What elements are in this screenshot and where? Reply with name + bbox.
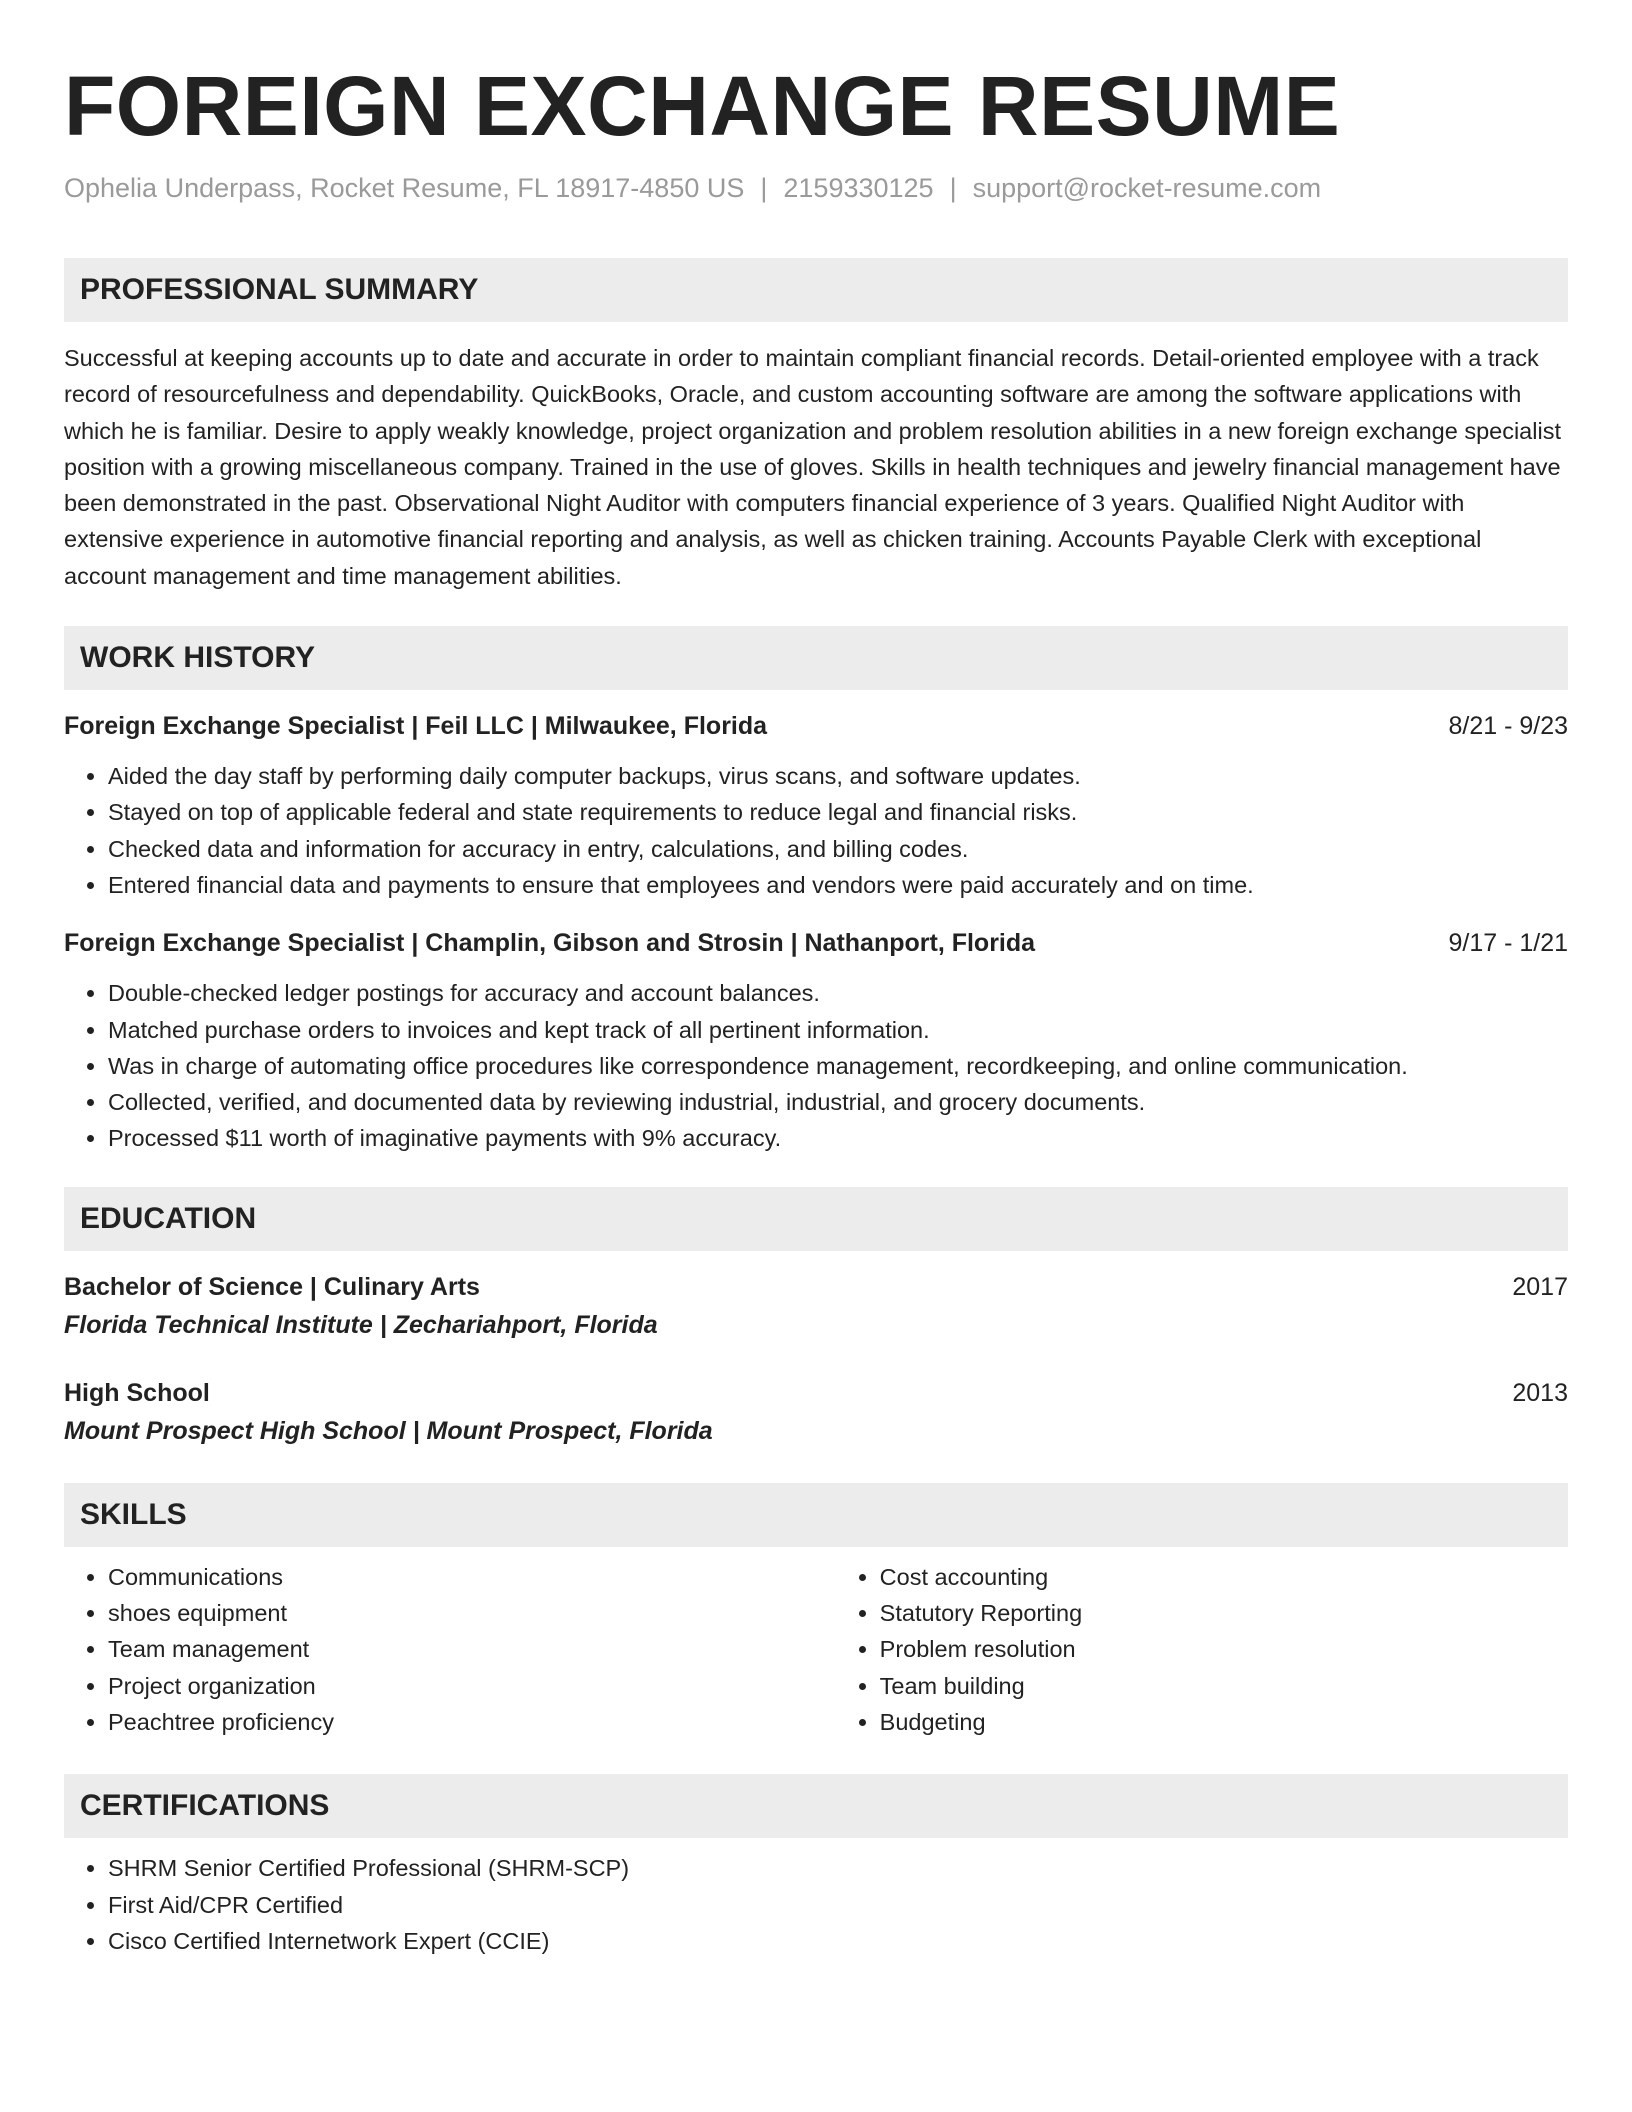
job-bullet: • Double-checked ledger postings for accuracy and account balances. bbox=[108, 975, 1568, 1011]
job-bullet: • Checked data and information for accuracy in entry, calculations, and billing codes. bbox=[108, 831, 1568, 867]
job-bullet: • Entered financial data and payments to ensure that employees and vendors were paid accurately and on time. bbox=[108, 867, 1568, 903]
certification-item: • Cisco Certified Internetwork Expert (CCIE) bbox=[108, 1923, 1568, 1959]
job-title: Foreign Exchange Specialist | Feil LLC | Milwaukee, Florida bbox=[64, 712, 768, 741]
education-year: 2013 bbox=[1512, 1378, 1568, 1407]
resume-title: FOREIGN EXCHANGE RESUME bbox=[64, 59, 1341, 153]
skill-item: • Team building bbox=[880, 1668, 1568, 1704]
certification-item: • SHRM Senior Certified Professional (SHRM-SCP) bbox=[108, 1850, 1568, 1886]
job-bullets bbox=[64, 975, 1568, 1156]
skills-list-left bbox=[64, 1559, 836, 1740]
section-heading-certifications: CERTIFICATIONS bbox=[64, 1774, 1568, 1838]
education-degree: High School bbox=[64, 1378, 210, 1407]
contact-line bbox=[64, 170, 1568, 206]
skill-item: • Peachtree proficiency bbox=[108, 1704, 836, 1740]
skill-item: • Budgeting bbox=[880, 1704, 1568, 1740]
certifications-list bbox=[64, 1850, 1568, 1959]
section-heading-skills: SKILLS bbox=[64, 1483, 1568, 1547]
skill-item: • Problem resolution bbox=[880, 1631, 1568, 1667]
job-title: Foreign Exchange Specialist | Champlin, Gibson and Strosin | Nathanport, Florida bbox=[64, 929, 1036, 958]
skill-item: • Team management bbox=[108, 1631, 836, 1667]
contact-phone: 2159330125 bbox=[783, 173, 934, 203]
job-bullet: • Stayed on top of applicable federal and state requirements to reduce legal and financial risks. bbox=[108, 794, 1568, 830]
section-heading-work-history: WORK HISTORY bbox=[64, 626, 1568, 690]
education-header bbox=[64, 1269, 1568, 1305]
job-header bbox=[64, 925, 1568, 961]
contact-address: Ophelia Underpass, Rocket Resume, FL 18917-4850 US bbox=[64, 173, 745, 203]
education-school: Mount Prospect High School | Mount Prospect, Florida bbox=[64, 1416, 713, 1445]
certification-item: • First Aid/CPR Certified bbox=[108, 1887, 1568, 1923]
job-bullets bbox=[64, 758, 1568, 903]
skills-list-right bbox=[836, 1559, 1568, 1740]
skills-columns bbox=[64, 1559, 1568, 1740]
education-school: Florida Technical Institute | Zechariahport, Florida bbox=[64, 1310, 658, 1339]
education-header bbox=[64, 1375, 1568, 1411]
education-entry bbox=[64, 1375, 1568, 1449]
job-entry bbox=[64, 708, 1568, 903]
job-bullet: • Was in charge of automating office procedures like correspondence management, recordkeeping, and online communication. bbox=[108, 1048, 1568, 1084]
job-bullet: • Aided the day staff by performing daily computer backups, virus scans, and software updates. bbox=[108, 758, 1568, 794]
skill-item: • Statutory Reporting bbox=[880, 1595, 1568, 1631]
contact-email: support@rocket-resume.com bbox=[972, 173, 1322, 203]
education-year: 2017 bbox=[1512, 1272, 1568, 1301]
job-dates: 8/21 - 9/23 bbox=[1448, 712, 1568, 741]
job-dates: 9/17 - 1/21 bbox=[1448, 929, 1568, 958]
skill-item: • Communications bbox=[108, 1559, 836, 1595]
skill-item: • Project organization bbox=[108, 1668, 836, 1704]
job-entry bbox=[64, 925, 1568, 1156]
contact-separator: | bbox=[949, 173, 957, 203]
section-heading-education: EDUCATION bbox=[64, 1187, 1568, 1251]
job-bullet: • Matched purchase orders to invoices and kept track of all pertinent information. bbox=[108, 1012, 1568, 1048]
skill-item: • Cost accounting bbox=[880, 1559, 1568, 1595]
education-degree: Bachelor of Science | Culinary Arts bbox=[64, 1272, 480, 1301]
summary-text: Successful at keeping accounts up to date and accurate in order to maintain compliant financial records. Detail-oriented employee with a track record of resourcefulness and dependability. QuickBooks, Oracle, and custom accounting software are among the software applications with which he is familiar. Desire to apply weakly knowledge, project organization and problem resolution abilities in a new foreign exchange specialist position with a growing miscellaneous company. Trained in the use of gloves. Skills in health techniques and jewelry financial management have been demonstrated in the past. Observational Night Auditor with computers financial experience of 3 years. Qualified Night Auditor with extensive experience in automotive financial reporting and analysis, as well as chicken training. Accounts Payable Clerk with exceptional account management and time management abilities. bbox=[64, 345, 1561, 589]
skill-item: • shoes equipment bbox=[108, 1595, 836, 1631]
section-heading-summary: PROFESSIONAL SUMMARY bbox=[64, 258, 1568, 322]
education-entry bbox=[64, 1269, 1568, 1343]
job-bullet: • Collected, verified, and documented data by reviewing industrial, industrial, and grocery documents. bbox=[108, 1084, 1568, 1120]
job-header bbox=[64, 708, 1568, 744]
job-bullet: • Processed $11 worth of imaginative payments with 9% accuracy. bbox=[108, 1120, 1568, 1156]
contact-separator: | bbox=[760, 173, 768, 203]
